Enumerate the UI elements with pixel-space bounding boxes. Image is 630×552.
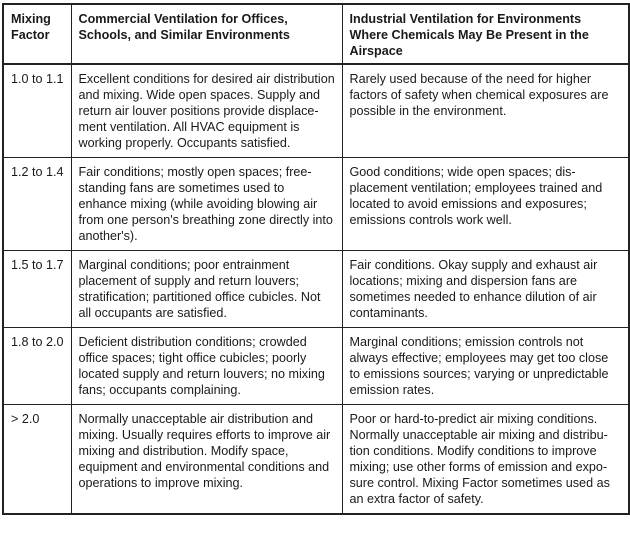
header-row [3, 4, 629, 64]
industrial-description-cell: Good conditions; wide open spaces; dis-placement ventilation; employees trained and located to avoid emissions and exposures; emissions controls work well. [342, 158, 629, 251]
table-row [3, 251, 629, 328]
header-industrial-ventilation: Industrial Ventilation for Environments Where Chemicals May Be Present in the Airspace [342, 4, 629, 64]
table-row [3, 405, 629, 515]
commercial-description-cell: Deficient distribution conditions; crowded office spaces; tight office cubicles; poorly located supply and return louvers; no mixing fans; occupants complaining. [71, 328, 342, 405]
table-body [3, 64, 629, 514]
industrial-description-cell: Fair conditions. Okay supply and exhaust air locations; mixing and dispersion fans are sometimes needed to enhance dilution of air contaminants. [342, 251, 629, 328]
mixing-factor-cell: 1.8 to 2.0 [3, 328, 71, 405]
mixing-factor-table [2, 3, 630, 515]
table-row [3, 328, 629, 405]
mixing-factor-cell: > 2.0 [3, 405, 71, 515]
header-mixing-factor: Mixing Factor [3, 4, 71, 64]
header-commercial-ventilation: Commercial Ventilation for Offices, Schools, and Similar Environments [71, 4, 342, 64]
commercial-description-cell: Excellent conditions for desired air distribution and mixing. Wide open spaces. Supply and return air louver positions provide displace-ment ventilation. All HVAC equipment is working properly. Occupants satisfied. [71, 64, 342, 158]
commercial-description-cell: Fair conditions; mostly open spaces; free-standing fans are sometimes used to enhance mixing (while avoiding blowing air from one person's breathing zone directly into another's). [71, 158, 342, 251]
table-row [3, 64, 629, 158]
industrial-description-cell: Marginal conditions; emission controls not always effective; employees may get too close to emissions sources; varying or unpredictable emission rates. [342, 328, 629, 405]
mixing-factor-cell: 1.5 to 1.7 [3, 251, 71, 328]
mixing-factor-cell: 1.0 to 1.1 [3, 64, 71, 158]
industrial-description-cell: Rarely used because of the need for higher factors of safety when chemical exposures are possible in the environment. [342, 64, 629, 158]
table-header [3, 4, 629, 64]
industrial-description-cell: Poor or hard-to-predict air mixing conditions. Normally unacceptable air mixing and distribu-tion conditions. Modify conditions to improve mixing; use other forms of emission and expo-sure control. Mixing Factor sometimes used as an extra factor of safety. [342, 405, 629, 515]
table-row [3, 158, 629, 251]
mixing-factor-cell: 1.2 to 1.4 [3, 158, 71, 251]
commercial-description-cell: Marginal conditions; poor entrainment placement of supply and return louvers; stratification; partitioned office cubicles. Not all occupants are satisfied. [71, 251, 342, 328]
mixing-factor-table-container [2, 3, 628, 515]
commercial-description-cell: Normally unacceptable air distribution and mixing. Usually requires efforts to improve air mixing and distribution. Modify space, equipment and environmental conditions and operations to improve mixing. [71, 405, 342, 515]
